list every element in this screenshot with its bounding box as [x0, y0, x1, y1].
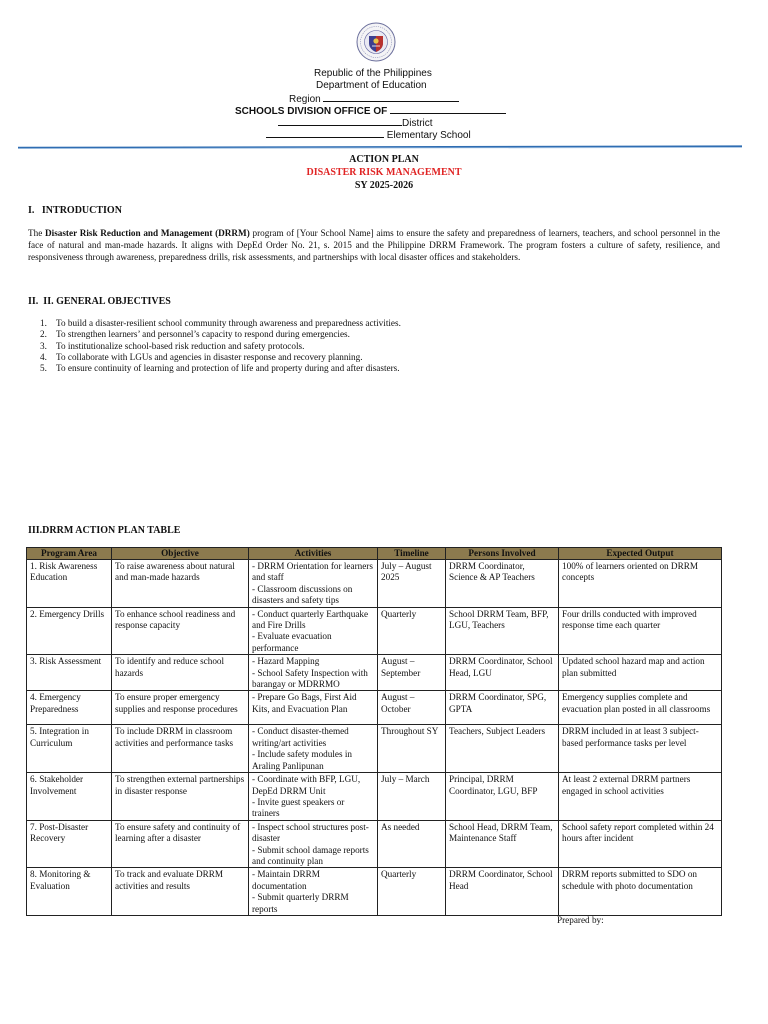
republic-line: Republic of the Philippines: [314, 68, 432, 79]
col-header-output: Expected Output: [559, 548, 722, 560]
deped-seal-icon: [356, 22, 396, 62]
region-blank: [323, 92, 459, 102]
school-label: Elementary School: [386, 130, 471, 141]
objective-item: 3. To institutionalize school-based risk reduction and safety protocols.: [40, 340, 305, 351]
cell-activities: - DRRM Orientation for learners and staff - Classroom discussions on disasters and safety tips: [249, 560, 378, 608]
cell-objective: To enhance school readiness and response capacity: [112, 607, 249, 655]
cell-output: Emergency supplies complete and evacuation plan posted in all classrooms: [559, 691, 722, 725]
col-header-timeline: Timeline: [378, 548, 446, 560]
doc-subtitle: DISASTER RISK MANAGEMENT: [306, 167, 462, 178]
table-row: [27, 691, 722, 725]
drrm-term: Disaster Risk Reduction and Management (DRRM): [45, 228, 250, 238]
school-year: SY 2025-2026: [354, 180, 414, 191]
table-header-row: [27, 548, 722, 560]
objective-item: 2. To strengthen learners’ and personnel’s capacity to respond during emergencies.: [40, 329, 350, 340]
intro-paragraph: The Disaster Risk Reduction and Management (DRRM) program of [Your School Name] aims to ensure the safety and preparedness of learners, teachers, and school personnel in the face of natural and man-made hazards. It aligns with DepEd Order No. 21, s. 2015 and the Philippine DRRM Framework. The program fosters a culture of safety, resilience, and responsiveness through awareness, preparedness drills, risk assessments, and partnerships with local disaster offices and stakeholders.: [28, 228, 720, 263]
cell-area: 2. Emergency Drills: [27, 607, 112, 655]
cell-objective: To include DRRM in classroom activities and performance tasks: [112, 725, 249, 773]
col-header-persons: Persons Involved: [446, 548, 559, 560]
district-label: District: [402, 118, 433, 129]
header-divider: [18, 145, 742, 149]
cell-persons: DRRM Coordinator, School Head, LGU: [446, 655, 559, 691]
cell-area: 4. Emergency Preparedness: [27, 691, 112, 725]
cell-persons: DRRM Coordinator, Science & AP Teachers: [446, 560, 559, 608]
cell-activities: - Inspect school structures post-disaster - Submit school damage reports and continuity plan: [249, 820, 378, 868]
cell-activities: - Coordinate with BFP, LGU, DepEd DRRM Unit - Invite guest speakers or trainers: [249, 773, 378, 821]
objectives-list: [40, 318, 720, 374]
prepared-by-label: Prepared by:: [557, 915, 604, 925]
cell-timeline: Quarterly: [378, 607, 446, 655]
cell-area: 7. Post-Disaster Recovery: [27, 820, 112, 868]
cell-objective: To ensure proper emergency supplies and response procedures: [112, 691, 249, 725]
cell-activities: - Hazard Mapping - School Safety Inspection with barangay or MDRRMO: [249, 655, 378, 691]
school-line: [266, 128, 471, 142]
objective-item: 1. To build a disaster-resilient school community through awareness and preparedness activities.: [40, 318, 401, 328]
cell-timeline: August – October: [378, 691, 446, 725]
intro-heading: I. INTRODUCTION: [28, 205, 122, 216]
cell-area: 6. Stakeholder Involvement: [27, 773, 112, 821]
cell-area: 8. Monitoring & Evaluation: [27, 868, 112, 916]
cell-timeline: August – September: [378, 655, 446, 691]
cell-activities: - Prepare Go Bags, First Aid Kits, and Evacuation Plan: [249, 691, 378, 725]
cell-area: 3. Risk Assessment: [27, 655, 112, 691]
division-label: SCHOOLS DIVISION OFFICE OF: [235, 106, 388, 117]
cell-objective: To ensure safety and continuity of learning after a disaster: [112, 820, 249, 868]
cell-output: School safety report completed within 24 hours after incident: [559, 820, 722, 868]
cell-objective: To identify and reduce school hazards: [112, 655, 249, 691]
cell-output: 100% of learners oriented on DRRM concepts: [559, 560, 722, 608]
table-row: [27, 560, 722, 608]
cell-area: 1. Risk Awareness Education: [27, 560, 112, 608]
col-header-objective: Objective: [112, 548, 249, 560]
action-plan-table: [26, 547, 722, 916]
table-row: [27, 773, 722, 821]
cell-timeline: As needed: [378, 820, 446, 868]
cell-area: 5. Integration in Curriculum: [27, 725, 112, 773]
cell-output: Four drills conducted with improved response time each quarter: [559, 607, 722, 655]
objective-item: 5. To ensure continuity of learning and protection of life and property during and after disasters.: [40, 363, 400, 374]
cell-output: At least 2 external DRRM partners engaged in school activities: [559, 773, 722, 821]
table-heading: III.DRRM ACTION PLAN TABLE: [28, 525, 181, 536]
school-blank: [266, 128, 384, 138]
cell-timeline: Throughout SY: [378, 725, 446, 773]
cell-output: DRRM reports submitted to SDO on schedule with photo documentation: [559, 868, 722, 916]
cell-persons: Principal, DRRM Coordinator, LGU, BFP: [446, 773, 559, 821]
cell-persons: DRRM Coordinator, SPG, GPTA: [446, 691, 559, 725]
cell-timeline: Quarterly: [378, 868, 446, 916]
cell-activities: - Conduct quarterly Earthquake and Fire Drills - Evaluate evacuation performance: [249, 607, 378, 655]
district-blank: [278, 116, 402, 126]
cell-activities: - Maintain DRRM documentation - Submit quarterly DRRM reports: [249, 868, 378, 916]
table-row: [27, 655, 722, 691]
region-label: Region: [289, 94, 321, 105]
cell-persons: School DRRM Team, BFP, LGU, Teachers: [446, 607, 559, 655]
cell-output: DRRM included in at least 3 subject-based performance tasks per level: [559, 725, 722, 773]
cell-activities: - Conduct disaster-themed writing/art activities - Include safety modules in Araling Panlipunan: [249, 725, 378, 773]
objectives-heading: II. II. GENERAL OBJECTIVES: [28, 296, 171, 307]
cell-objective: To strengthen external partnerships in disaster response: [112, 773, 249, 821]
col-header-activities: Activities: [249, 548, 378, 560]
cell-persons: Teachers, Subject Leaders: [446, 725, 559, 773]
cell-persons: School Head, DRRM Team, Maintenance Staff: [446, 820, 559, 868]
doc-title: ACTION PLAN: [349, 154, 419, 165]
cell-objective: To raise awareness about natural and man-made hazards: [112, 560, 249, 608]
objective-item: 4. To collaborate with LGUs and agencies in disaster response and recovery planning.: [40, 351, 363, 362]
col-header-program-area: Program Area: [27, 548, 112, 560]
cell-output: Updated school hazard map and action plan submitted: [559, 655, 722, 691]
table-row: [27, 868, 722, 916]
table-row: [27, 725, 722, 773]
table-row: [27, 820, 722, 868]
division-blank: [390, 104, 506, 114]
cell-objective: To track and evaluate DRRM activities and results: [112, 868, 249, 916]
cell-timeline: July – March: [378, 773, 446, 821]
table-row: [27, 607, 722, 655]
department-line: Department of Education: [316, 80, 427, 91]
cell-timeline: July – August 2025: [378, 560, 446, 608]
cell-persons: DRRM Coordinator, School Head: [446, 868, 559, 916]
